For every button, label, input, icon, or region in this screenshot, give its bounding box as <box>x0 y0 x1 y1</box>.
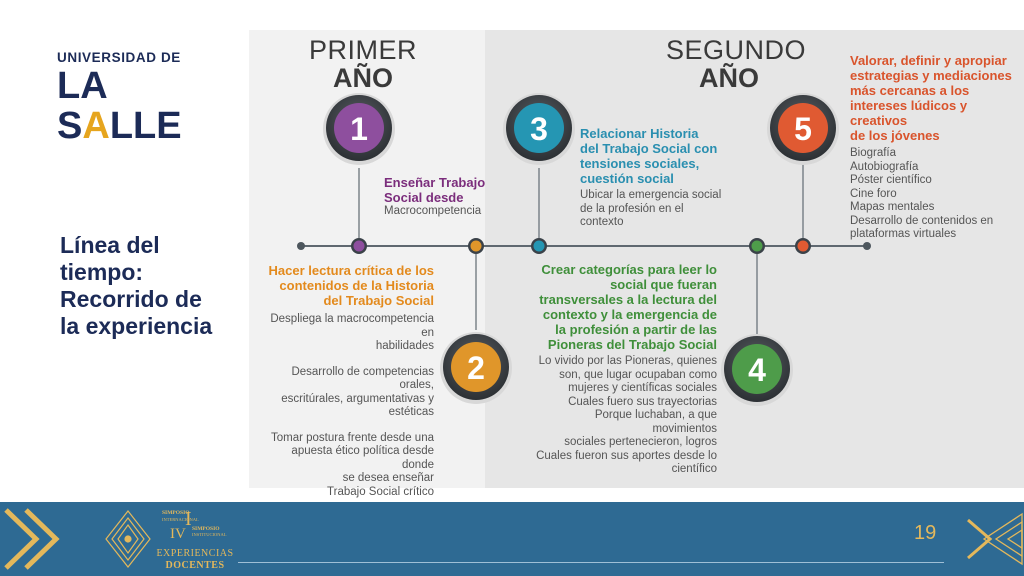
milestone-4-body-line: Porque luchaban, a que movimientos <box>594 409 717 435</box>
emblem-simposio-1: SIMPOSIO <box>162 510 190 516</box>
axis-node-3 <box>531 238 547 254</box>
milestone-number-1: 1 <box>350 111 368 147</box>
milestone-3-heading <box>580 126 730 186</box>
milestone-badge-2 <box>440 332 512 404</box>
milestone-5-heading-line: de los jóvenes <box>850 128 940 143</box>
slide-title-line2: tiempo: <box>60 259 144 285</box>
milestone-2-body-line: Tomar postura frente desde una <box>270 431 434 444</box>
milestone-4-heading-line: transversales a la lectura del <box>539 292 717 307</box>
second-year-line2: AÑO <box>699 63 759 93</box>
right-chevron-ornament-icon <box>968 514 1022 564</box>
milestone-2-heading-line: Hacer lectura crítica de los <box>268 263 434 278</box>
milestone-2-body <box>258 313 434 499</box>
logo-line2c: LLE <box>109 105 182 147</box>
milestone-5-body-line: Desarrollo de contenidos en <box>850 214 994 227</box>
axis-node-1 <box>351 238 367 254</box>
milestone-number-5: 5 <box>794 111 812 147</box>
milestone-1-body-line: Macrocompetencia <box>384 205 482 217</box>
logo-line2a: LA S <box>57 65 107 147</box>
milestone-4-heading <box>532 262 717 352</box>
milestone-5-body-line: Biografía <box>850 147 897 159</box>
milestone-5-text <box>850 53 1020 242</box>
milestone-4-heading-line: Crear categorías para leer lo <box>541 262 717 277</box>
milestone-5-heading <box>850 53 1020 143</box>
first-year-line2: AÑO <box>333 63 393 93</box>
milestone-2-body-line: apuesta ético política desde donde <box>291 445 434 471</box>
milestone-4-heading-line: social que fueran <box>610 277 717 292</box>
milestone-1-heading-line: Social desde <box>384 190 464 205</box>
milestone-2-text <box>258 263 434 499</box>
milestone-number-3: 3 <box>530 111 548 147</box>
first-year-line1: PRIMER <box>308 35 417 65</box>
milestone-5-heading-line: más cercanas a los <box>850 83 970 98</box>
milestone-badge-4 <box>721 334 793 406</box>
milestone-4-heading-line: contexto y la emergencia de <box>542 307 717 322</box>
milestone-3-heading-line: cuestión social <box>580 171 674 186</box>
milestone-4-body-line: Cuales fuero sus trayectorias <box>568 395 717 408</box>
timeline-end-dot <box>863 242 871 250</box>
milestone-2-body-line: se desea enseñar <box>342 472 434 484</box>
emblem-roman-1: I <box>185 508 192 530</box>
axis-node-2 <box>468 238 484 254</box>
milestone-3-heading-line: del Trabajo Social con <box>580 141 718 156</box>
milestone-badge-1 <box>323 93 395 165</box>
left-chevron-ornament-icon <box>6 510 56 568</box>
milestone-5-heading-line: intereses lúdicos y creativos <box>850 98 968 128</box>
milestone-1-text <box>384 175 494 219</box>
milestone-3-body-line: Ubicar la emergencia social <box>580 189 722 201</box>
milestone-4-body-line: Lo vivido por las Pioneras, quienes <box>538 355 717 367</box>
emblem-institucional: INSTITUCIONAL <box>192 532 227 537</box>
milestone-5-body-line: Póster científico <box>850 174 932 186</box>
milestone-2-body-spacer <box>258 354 434 366</box>
milestone-5-body <box>850 147 1020 242</box>
milestone-3-body-line: de la profesión en el <box>580 202 684 215</box>
milestone-2-body-line: estéticas <box>388 406 434 418</box>
milestone-4-body-line: Cuales fueron sus aportes desde lo <box>536 449 717 462</box>
milestone-4-heading-line: Pioneras del Trabajo Social <box>547 337 717 352</box>
milestone-2-heading-line: contenidos de la Historia <box>279 278 434 293</box>
emblem-internacional: INTERNACIONAL <box>162 517 199 522</box>
milestone-2-heading <box>258 263 434 308</box>
logo-line1: UNIVERSIDAD DE <box>57 50 181 65</box>
milestone-2-body-line: escritúrales, argumentativas y <box>281 392 434 405</box>
emblem-simposio-2: SIMPOSIO <box>192 526 220 532</box>
milestone-3-text <box>580 126 730 230</box>
milestone-4-body-line: científico <box>671 463 717 475</box>
logo-line2b: A <box>82 105 110 147</box>
slide-title-line1: Línea del <box>60 232 160 258</box>
milestone-4-text <box>532 262 717 477</box>
milestone-3-body <box>580 189 730 230</box>
emblem-diamond-icon <box>106 511 150 567</box>
milestone-2-body-line: Despliega la macrocompetencia en <box>270 313 434 339</box>
milestone-3-heading-line: Relacionar Historia <box>580 126 699 141</box>
milestone-4-body <box>532 355 717 477</box>
milestone-number-4: 4 <box>748 352 766 388</box>
milestone-5-body-line: plataformas virtuales <box>850 228 957 240</box>
milestone-2-body-spacer <box>258 420 434 432</box>
milestone-1-heading <box>384 175 494 205</box>
milestone-5-heading-line: Valorar, definir y apropiar <box>850 53 1007 68</box>
slide-title-line4: la experiencia <box>60 313 213 339</box>
milestone-5-body-line: Mapas mentales <box>850 201 935 213</box>
milestone-3-heading-line: tensiones sociales, <box>580 156 700 171</box>
second-year-line1: SEGUNDO <box>666 35 807 65</box>
milestone-3-body-line: contexto <box>580 216 624 228</box>
milestone-number-2: 2 <box>467 350 485 386</box>
milestone-2-heading-line: del Trabajo Social <box>323 293 434 308</box>
milestone-2-body-line: Trabajo Social crítico <box>327 485 434 498</box>
milestone-1-heading-line: Enseñar Trabajo <box>384 175 486 190</box>
axis-node-4 <box>749 238 765 254</box>
footer-divider <box>238 562 944 563</box>
milestone-4-body-line: sociales pertenecieron, logros <box>564 436 717 448</box>
timeline-start-dot <box>297 242 305 250</box>
emblem-experiencias: EXPERIENCIAS <box>156 548 234 559</box>
milestone-badge-5 <box>767 93 839 165</box>
milestone-5-body-line: Autobiografía <box>850 160 919 173</box>
emblem-docentes: DOCENTES <box>165 560 225 571</box>
milestone-4-body-line: mujeres y científicas sociales <box>568 382 717 394</box>
milestone-2-body-line: Desarrollo de competencias orales, <box>291 365 434 391</box>
milestone-4-heading-line: la profesión a partir de las <box>555 322 717 337</box>
axis-node-5 <box>795 238 811 254</box>
milestone-4-body-line: son, que lugar ocupaban como <box>559 368 717 381</box>
milestone-badge-3 <box>503 93 575 165</box>
page-number: 19 <box>914 522 937 544</box>
slide-title-line3: Recorrido de <box>60 286 202 312</box>
milestone-5-heading-line: estrategias y mediaciones <box>850 68 1012 83</box>
emblem-roman-2: IV <box>170 526 186 542</box>
milestone-5-body-line: Cine foro <box>850 187 897 200</box>
milestone-2-body-line: habilidades <box>375 340 434 352</box>
